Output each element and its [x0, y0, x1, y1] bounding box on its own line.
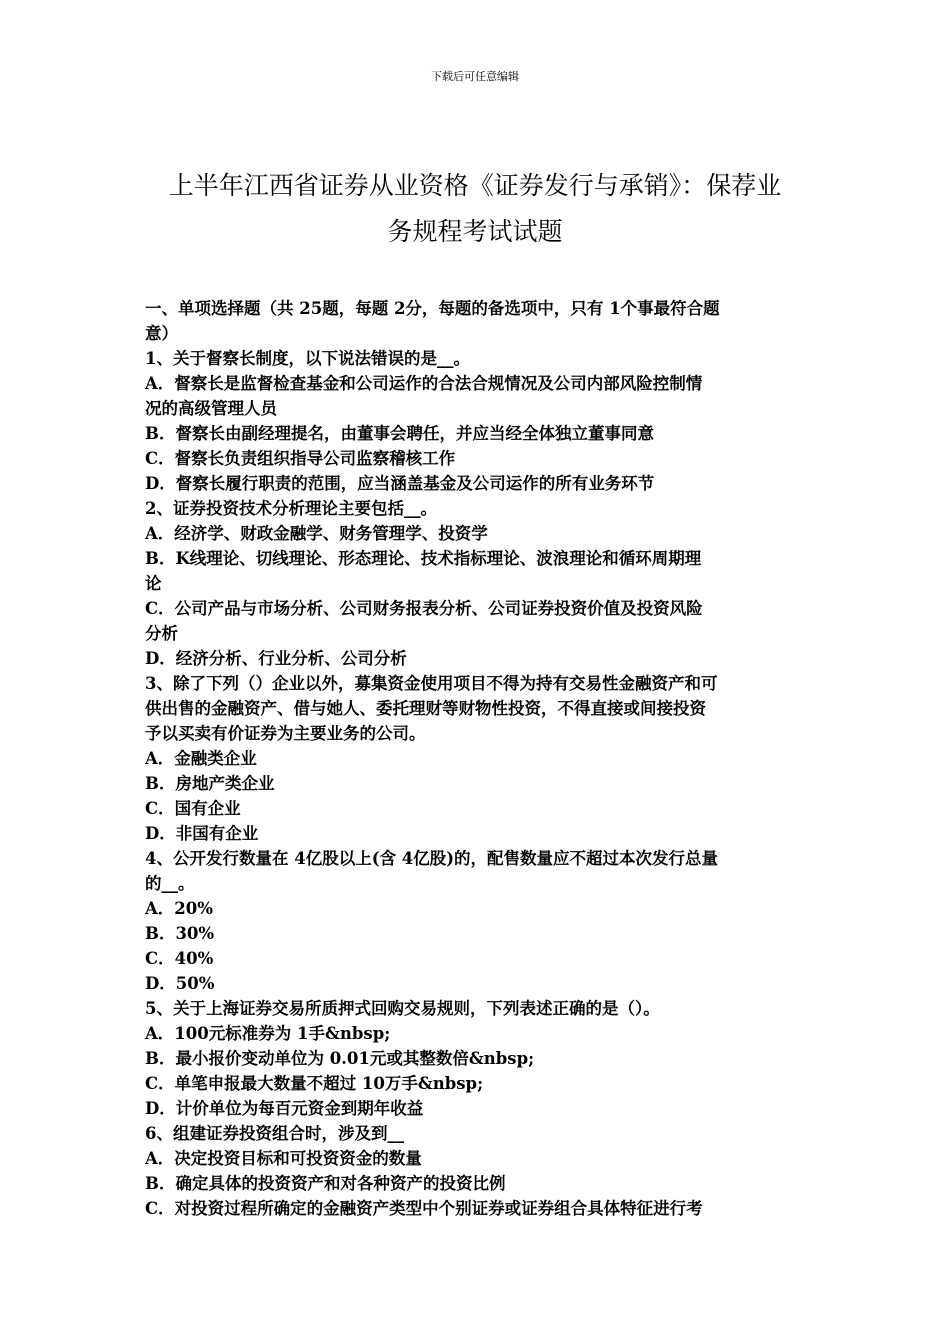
option-d: D．计价单位为每百元资金到期年收益: [145, 1099, 424, 1118]
option-a: A．20%: [145, 899, 213, 918]
question-stem: 6、组建证券投资组合时，涉及到__: [145, 1124, 404, 1143]
option-b: B．K线理论、切线理论、形态理论、技术指标理论、波浪理论和循环周期理: [145, 549, 702, 568]
option-c: C．40%: [145, 949, 214, 968]
question-2: [145, 496, 810, 671]
text-line: 一、单项选择题（共 25题，每题 2分，每题的备选项中，只有 1个事最符合题: [145, 299, 720, 318]
page-header: 下载后可任意编辑: [431, 70, 519, 83]
option-a: A．督察长是监督检查基金和公司运作的合法合规情况及公司内部风险控制情: [145, 374, 703, 393]
option-d: D．督察长履行职责的范围，应当涵盖基金及公司运作的所有业务环节: [145, 474, 655, 493]
option-c: C．公司产品与市场分析、公司财务报表分析、公司证券投资价值及投资风险: [145, 599, 703, 618]
option-b: B．确定具体的投资资产和对各种资产的投资比例: [145, 1174, 506, 1193]
option-a: A．决定投资目标和可投资资金的数量: [145, 1149, 422, 1168]
option-a: A．经济学、财政金融学、财务管理学、投资学: [145, 524, 488, 543]
option-c: C．督察长负责组织指导公司监察稽核工作: [145, 449, 456, 468]
question-stem: 4、公开发行数量在 4亿股以上(含 4亿股)的，配售数量应不超过本次发行总量: [145, 849, 719, 868]
text-line: 意）: [145, 324, 178, 343]
option-a-cont: 况的高级管理人员: [145, 399, 277, 418]
question-1: [145, 346, 810, 496]
document-title-line-1: 上半年江西省证券从业资格《证券发行与承销》：保荐业: [168, 170, 782, 200]
option-c: C．单笔申报最大数量不超过 10万手&nbsp;: [145, 1074, 484, 1093]
document-title-line-2: 务规程考试试题: [387, 216, 563, 246]
question-3: [145, 671, 810, 846]
option-a: A．金融类企业: [145, 749, 257, 768]
option-a: A．100元标准券为 1手&nbsp;: [145, 1024, 391, 1043]
option-b: B．最小报价变动单位为 0.01元或其整数倍&nbsp;: [145, 1049, 535, 1068]
option-c: C．国有企业: [145, 799, 241, 818]
option-d: D．非国有企业: [145, 824, 259, 843]
option-c: C．对投资过程所确定的金融资产类型中个别证券或证券组合具体特征进行考: [145, 1199, 703, 1218]
question-4: [145, 846, 810, 996]
option-b: B．30%: [145, 924, 215, 943]
question-stem-cont: 予以买卖有价证券为主要业务的公司。: [145, 724, 426, 743]
question-stem: 2、证券投资技术分析理论主要包括__。: [145, 499, 437, 518]
document-title: [150, 163, 800, 255]
option-d: D．50%: [145, 974, 215, 993]
option-b: B．房地产类企业: [145, 774, 275, 793]
question-stem-cont: 供出售的金融资产、借与她人、委托理财等财物性投资，不得直接或间接投资: [145, 699, 706, 718]
question-stem-cont: 的__。: [145, 874, 195, 893]
question-stem: 5、关于上海证券交易所质押式回购交易规则，下列表述正确的是（）。: [145, 999, 660, 1018]
option-d: D．经济分析、行业分析、公司分析: [145, 649, 407, 668]
option-b-cont: 论: [145, 574, 162, 593]
section-heading: [145, 296, 810, 346]
question-stem: 3、除了下列（）企业以外，募集资金使用项目不得为持有交易性金融资产和可: [145, 674, 718, 693]
question-5: [145, 996, 810, 1121]
question-stem: 1、关于督察长制度，以下说法错误的是__。: [145, 349, 470, 368]
option-b: B．督察长由副经理提名，由董事会聘任，并应当经全体独立董事同意: [145, 424, 654, 443]
question-content: [145, 296, 810, 1221]
option-c-cont: 分析: [145, 624, 178, 643]
question-6: [145, 1121, 810, 1221]
